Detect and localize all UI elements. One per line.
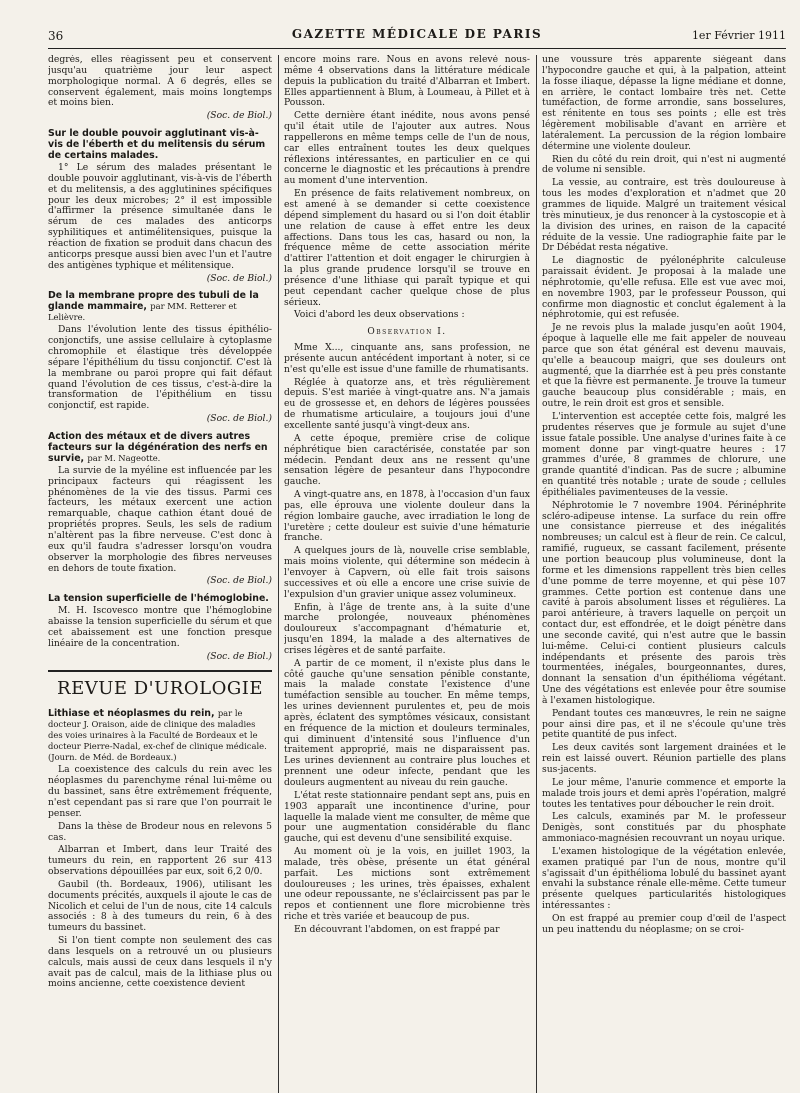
paragraph: Pendant toutes ces manœuvres, le rein ne saigne pour ainsi dire pas, et il ne s'écoule qu'une très petite quantité de pus infect. [542,707,786,741]
paragraph: une voussure très apparente siégeant dans l'hypocondre gauche et qui, à la palpation, atteint la fosse iliaque, dépasse la ligne médiane et donne, en arrière, le contact lombaire très net. Cette tuméfaction, de forme arrondie, sans bosselures, est rénitente en tous ses points ; elle est très légèrement mobilisable d'avant en arrière et latéralement. La percussion de la région lombaire détermine une violente douleur. [542,55,786,152]
article-title: La tension superficielle de l'hémoglobine. [48,593,269,605]
paragraph: La survie de la myéline est influencée par les principaux facteurs qui réagissent les phénomènes de la vie des tissus. Parmi ces facteurs, les métaux exercent une action remarquable, chaque cathion étant doué de propriétés propres. Seuls, les sels de radium n'altèrent pas la fibre nerveuse. C'est donc à eux qu'il faudra s'adresser lorsqu'on voudra observer la morphologie des fibres nerveuses en dehors de toute fixation. [48,464,272,574]
article-title: Sur le double pouvoir agglutinant vis-à-vis de l'éberth et du melitensis du sérum de certains malades. [48,128,266,162]
paragraph: Mme X..., cinquante ans, sans profession, ne présente aucun antécédent important à noter, si ce n'est qu'elle est issue d'une famille de rhumatisants. [284,342,530,375]
paragraph: encore moins rare. Nous en avons relevé nous-même 4 observations dans la littérature médicale depuis la publication du traité d'Albarran et Imbert. Elles appartiennent à Blum, à Loumeau, à Pillet et à Pousson. [284,55,530,109]
paragraph: L'état reste stationnaire pendant sept ans, puis en 1903 apparaît une incontinence d'urine, pour laquelle la malade vient me consulter, de même que pour une augmentation considérable du flanc gauche, qui est devenu d'une sensibilité exquise. [284,789,530,845]
paragraph: A partir de ce moment, il n'existe plus dans le côté gauche qu'une sensation pénible constante, mais la malade constate l'existence d'une tuméfaction sensible au toucher. En même temps, les urines deviennent purulentes et, peu de mois après, éclatent des symptômes vésicaux, consistant en fréquence de la miction et douleurs terminales, qui diminuent d'intensité sous l'influence d'un traitement approprié, mais ne disparaissent pas. Les urines deviennent au contraire plus louches et prennent une odeur infecte, pendant que les douleurs augmentent au niveau du rein gauche. [284,657,530,788]
source-citation: (Soc. de Biol.) [206,272,272,284]
column-divider [536,55,537,1093]
article-author: par M. Nageotte. [87,452,161,463]
column-divider [278,55,279,1093]
article-title: Action des métaux et de divers autres facteurs sur la dégénération des nerfs en survie, par M. Nageotte. [48,430,268,464]
paragraph: A cette époque, première crise de colique néphrétique bien caractérisée, constatée par son médecin. Pendant deux ans ne ressent qu'une sensation légère de pesanteur dans l'hypocondre gauche. [284,432,530,488]
paragraph: Le jour même, l'anurie commence et emporte la malade trois jours et demi après l'opération, malgré toutes les tentatives pour déboucher le rein droit. [542,776,786,810]
paragraph: Gaubil (th. Bordeaux, 1906), utilisant les documents précités, auxquels il ajoute le cas de Nicolich et celui de l'un de nous, cite 14 calculs associés : 8 à des tumeurs du rein, 6 à des tumeurs du bassinet. [48,878,272,934]
paragraph: Dans l'évolution lente des tissus épithélio-conjonctifs, une assise cellulaire à cytoplasme chromophile et élastique très développée sépare l'épithélium du tissu conjonctif. C'est là la membrane ou paroi propre qui fait défaut quand l'évolution de ces tissus, c'est-à-dire la transformation de l'épithélium en tissu conjonctif, est rapide. [48,324,272,412]
section-title: REVUE D'UROLOGIE [57,678,263,700]
source-citation: (Soc. de Biol.) [206,413,272,425]
page-header [48,26,786,49]
paragraph: Si l'on tient compte non seulement des cas dans lesquels on a retrouvé un ou plusieurs calculs, mais aussi de ceux dans lesquels il n'y avait pas de calcul, mais de la lithiase plus ou moins ancienne, cette coexistence devient [48,935,272,990]
paragraph: Voici d'abord les deux observations : [294,309,465,321]
paragraph: Dans la thèse de Brodeur nous en relevons 5 cas. [48,820,272,843]
paragraph: Réglée à quatorze ans, et très régulièrement depuis. S'est mariée à vingt-quatre ans. N'a jamais eu de grossesse et, en dehors de légères poussées de rhumatisme articulaire, a toujours joui d'une excellente santé jusqu'à vingt-deux ans. [284,376,530,431]
source-citation: (Soc. de Biol.) [206,575,272,587]
paragraph: A vingt-quatre ans, en 1878, à l'occasion d'un faux pas, elle éprouva une violente douleur dans la région lombaire gauche, avec irradiation le long de l'uretère ; cette douleur est suivie d'une hématurie franche. [284,489,530,544]
paragraph: L'intervention est acceptée cette fois, malgré les prudentes réserves que je formule au sujet d'une issue fatale possible. Une analyse d'urines faite à ce moment donne par vingt-quatre heures : 17 grammes d'urée, 8 grammes de chlorure, une grande quantité d'indican. Pas de sucre ; albumine en quantité très notable ; urate de soude ; cellules épithéliales pavimenteuses de la vessie. [542,411,786,498]
paragraph: Le diagnostic de pyélonéphrite calculeuse paraissait évident. Je proposai à la malade une néphrotomie, qu'elle refusa. Elle est vue avec moi, en novembre 1903, par le professeur Pousson, qui confirme mon diagnostic et conclut également à la néphrotomie, qui est refusée. [542,255,786,321]
paragraph: La coexistence des calculs du rein avec les néoplasmes du parenchyme rénal lui-même ou du bassinet, sans être extrêmement fréquente, n'est cependant pas si rare que l'on pourrait le penser. [48,764,272,819]
paragraph: Enfin, à l'âge de trente ans, à la suite d'une marche prolongée, nouveaux phénomènes douloureux s'accompagnant d'hématurie et, jusqu'en 1894, la malade a des alternatives de crises légères et de santé parfaite. [284,601,530,656]
source-citation: (Soc. de Biol.) [206,110,272,122]
paragraph: Les deux cavités sont largement drainées et le rein est laissé ouvert. Réunion partielle des plans sus-jacents. [542,742,786,775]
paragraph: A quelques jours de là, nouvelle crise semblable, mais moins violente, qui détermine son médecin à l'envoyer à Capvern, où elle fait trois saisons successives et où elle a encore une crise suivie de l'expulsion d'un gravier unique assez volumineux. [284,545,530,600]
paragraph: Rien du côté du rein droit, qui n'est ni augmenté de volume ni sensible. [542,153,786,176]
observation-heading: Observation I. [367,327,447,338]
section-rule [48,670,272,672]
column-1 [48,55,272,1089]
article-author: par MM. Retterer et Lelièvre. [48,301,237,323]
paragraph: Les calculs, examinés par M. le professeur Denigès, sont constitués par du phosphate ammoniaco-magnésien recouvrant un noyau urique. [542,811,786,845]
paragraph: L'examen histologique de la végétation enlevée, examen pratiqué par l'un de nous, montre qu'il s'agissait d'un épithélioma lobulé du bassinet ayant envahi la substance rénale elle-même. Cette tumeur présente quelques particularités histologiques intéressantes : [542,845,786,912]
column-3 [542,55,786,1089]
paragraph: En découvrant l'abdomen, on est frappé par [294,923,500,935]
issue-date: 1er Février 1911 [691,29,786,42]
paragraph: Cette dernière étant inédite, nous avons pensé qu'il était utile de l'ajouter aux autres. Nous rappellerons en même temps celle de l'un de nous, car elles entraînent toutes les deux quelques réflexions intéressantes, en particulier en ce qui concerne le diagnostic et les précautions à prendre au moment d'une intervention. [284,110,530,187]
article-author: par le docteur J. Oraison, aide de clinique des maladies des voies urinaires à la Faculté de Bordeaux et le docteur Pierre-Nadal, ex-chef de clinique médicale. (Journ. de Méd. de Bordeaux.) [48,708,267,763]
article-title: Lithiase et néoplasmes du rein, par le docteur J. Oraison, aide de clinique des maladies des voies urinaires à la Faculté de Bordeaux et le docteur Pierre-Nadal, ex-chef de clinique médicale. (Journ. de Méd. de Bordeaux.) [48,708,267,763]
paragraph: Je ne revois plus la malade jusqu'en août 1904, époque à laquelle elle me fait appeler de nouveau parce que son état général est devenu mauvais, qu'elle a beaucoup maigri, que ses douleurs ont augmenté, que la diarrhée est à peu près constante et que la fièvre est permanente. Je trouve la tumeur gauche beaucoup plus considérable ; mais, en outre, le rein droit est gros et sensible. [542,322,786,410]
paragraph: M. H. Iscovesco montre que l'hémoglobine abaisse la tension superficielle du sérum et que cet abaissement est une fonction presque linéaire de la concentration. [48,605,272,649]
paragraph: Néphrotomie le 7 novembre 1904. Périnéphrite scléro-adipeuse intense. La surface du rein offre une consistance pierreuse et des inégalités nombreuses; un calcul est à fleur de rein. Ce calcul, ramifié, rugueux, se cassant facilement, présente une portion beaucoup plus volumineuse, dont la forme et les dimensions rappellent très bien celles d'une pomme de terre moyenne, et qui pèse 107 grammes. Cette portion est contenue dans une cavité à parois absolument lisses et régulières. La paroi antérieure, à travers laquelle on perçoit un contact dur, est effondrée, et le doigt pénètre dans une seconde cavité, qui n'est autre que le bassin lui-même. Celui-ci contient plusieurs calculs indépendants et présente des parois très tourmentées, inégales, bourgeonnantes, dures, donnant la sensation d'un épithélioma végétant. Une des végétations est enlevée pour être soumise à l'examen histologique. [542,499,786,706]
journal-title: GAZETTE MÉDICALE DE PARIS [291,27,543,41]
source-citation: (Soc. de Biol.) [206,650,272,662]
paragraph: degrés, elles réagissent peu et conservent jusqu'au quatrième jour leur aspect morphologique normal. A 6 degrés, elles se conservent également, mais moins longtemps et moins bien. [48,55,272,109]
paragraph: 1° Le sérum des malades présentant le double pouvoir agglutinant, vis-à-vis de l'éberth et du melitensis, a des agglutinines spécifiques pour les deux microbes; 2° il est impossible d'affirmer la présence simultanée dans le sérum de ces malades des anticorps syphilitiques et antimélitensiques, puisque la réaction de fixation se produit dans chacun des anticorps presque aussi bien avec l'un et l'autre des antigènes typhique et mélitensique. [48,162,272,271]
column-2 [284,55,530,1089]
paragraph: En présence de faits relativement nombreux, on est amené à se demander si cette coexistence dépend simplement du hasard ou si l'on doit établir une relation de cause à effet entre les deux affections. Dans tous les cas, hasard ou non, la fréquence même de cette association mérite d'attirer l'attention et doit engager le chirurgien à la plus grande prudence lorsqu'il se trouve en présence d'une lithiase qui paraît typique et qui peut cependant cacher quelque chose de plus sérieux. [284,188,530,308]
article-title: De la membrane propre des tubuli de la glande mammaire, par MM. Retterer et Lelièvre. [48,290,259,323]
page-number: 36 [48,29,64,43]
paragraph: On est frappé au premier coup d'œil de l'aspect un peu inattendu du néoplasme; on se croi- [542,912,786,935]
paragraph: Albarran et Imbert, dans leur Traité des tumeurs du rein, en rapportent 26 sur 413 observations dépouillées par eux, soit 6,2 0/0. [48,844,272,878]
paragraph: La vessie, au contraire, est très douloureuse à tous les modes d'exploration et n'admet que 20 grammes de liquide. Malgré un traitement vésical très minutieux, je dus renoncer à la cystoscopie et à la division des urines, en raison de la capacité réduite de la vessie. Une radiographie faite par le Dr Débédat resta négative. [542,177,786,254]
paragraph: Au moment où je la vois, en juillet 1903, la malade, très obèse, présente un état général parfait. Les mictions sont extrêmement douloureuses ; les urines, très épaisses, exhalent une odeur repoussante, ne s'éclaircissent pas par le repos et contiennent une flore microbienne très riche et très variée et beaucoup de pus. [284,846,530,923]
